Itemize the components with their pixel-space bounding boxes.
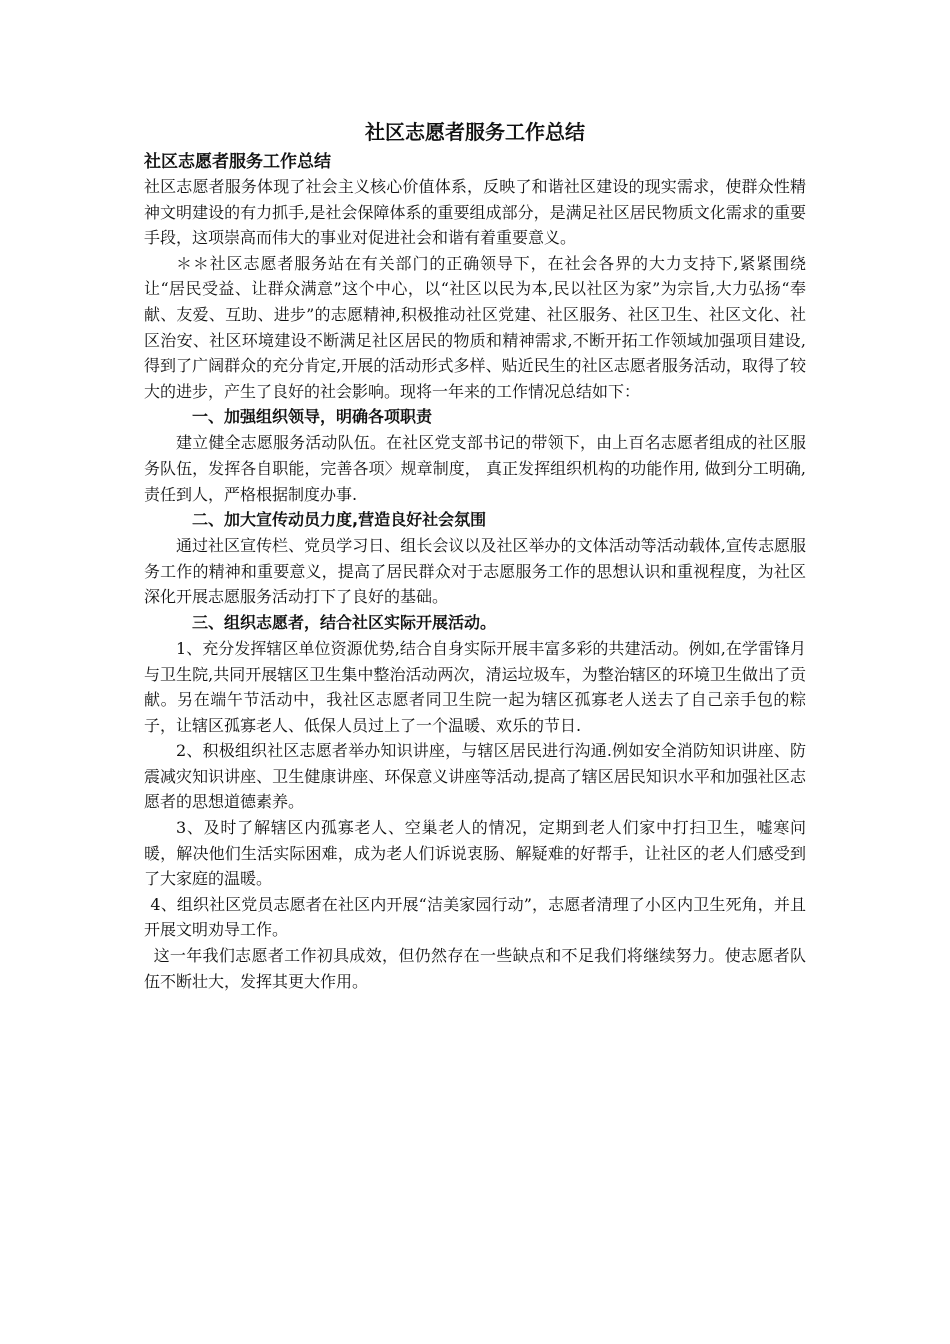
section-2-body: 通过社区宣传栏、党员学习日、组长会议以及社区举办的文体活动等活动载体,宣传志愿服务工作的精神和重要意义，提高了居民群众对于志愿服务工作的思想认识和重视程度，为社区深化开展志愿服务活动打下了良好的基础。 — [144, 536, 806, 607]
section-2-heading: 二、加大宣传动员力度,营造良好社会氛围 — [192, 510, 487, 530]
intro-paragraph: 社区志愿者服务体现了社会主义核心价值体系，反映了和谐社区建设的现实需求，使群众性精神文明建设的有力抓手,是社会保障体系的重要组成部分，是满足社区居民物质文化需求的重要手段，这项崇高而伟大的事业对促进社会和谐有着重要意义。 — [144, 177, 806, 248]
section-1-body: 建立健全志愿服务活动队伍。在社区党支部书记的带领下，由上百名志愿者组成的社区服务队伍，发挥各自职能，完善各项〉规章制度， 真正发挥组织机构的功能作用, 做到分工明确, 责任到人，严格根据制度办事. — [144, 433, 806, 504]
section-3-item-4: 4、组织社区党员志愿者在社区内开展“洁美家园行动”，志愿者清理了小区内卫生死角，并且开展文明劝导工作。 — [144, 894, 806, 940]
overview-paragraph: ＊＊社区志愿者服务站在有关部门的正确领导下，在社会各界的大力支持下,紧紧围绕让“居民受益、让群众满意”这个中心，以“社区以民为本,民以社区为家”为宗旨,大力弘扬“奉献、友爱、互助、进步”的志愿精神,积极推动社区党建、社区服务、社区卫生、社区文化、社区治安、社区环境建设不断满足社区居民的物质和精神需求,不断开拓工作领域加强项目建设,得到了广阔群众的充分肯定,开展的活动形式多样、贴近民生的社区志愿者服务活动，取得了较大的进步，产生了良好的社会影响。现将一年来的工作情况总结如下： — [144, 253, 806, 401]
section-3-heading: 三、组织志愿者，结合社区实际开展活动。 — [192, 612, 497, 632]
document-subtitle: 社区志愿者服务工作总结 — [144, 152, 331, 172]
section-3-item-2: 2、积极组织社区志愿者举办知识讲座，与辖区居民进行沟通.例如安全消防知识讲座、防震减灾知识讲座、卫生健康讲座、环保意义讲座等活动,提高了辖区居民知识水平和加强社区志愿者的思想道德素养。 — [144, 741, 806, 812]
section-3-item-1: 1、充分发挥辖区单位资源优势,结合自身实际开展丰富多彩的共建活动。例如,在学雷锋月与卫生院,共同开展辖区卫生集中整治活动两次，清运垃圾车，为整治辖区的环境卫生做出了贡献。另在端午节活动中，我社区志愿者同卫生院一起为辖区孤寡老人送去了自己亲手包的粽子，让辖区孤寡老人、低保人员过上了一个温暖、欢乐的节日. — [144, 638, 806, 735]
section-3-item-3: 3、及时了解辖区内孤寡老人、空巢老人的情况，定期到老人们家中打扫卫生，嘘寒问暖，解决他们生活实际困难，成为老人们诉说衷肠、解疑难的好帮手，让社区的老人们感受到了大家庭的温暖。 — [144, 818, 806, 889]
section-1-heading: 一、加强组织领导，明确各项职责 — [192, 407, 433, 427]
document-page — [144, 118, 806, 994]
conclusion-paragraph: 这一年我们志愿者工作初具成效，但仍然存在一些缺点和不足我们将继续努力。使志愿者队伍不断壮大，发挥其更大作用。 — [144, 946, 806, 991]
document-title: 社区志愿者服务工作总结 — [365, 120, 585, 144]
